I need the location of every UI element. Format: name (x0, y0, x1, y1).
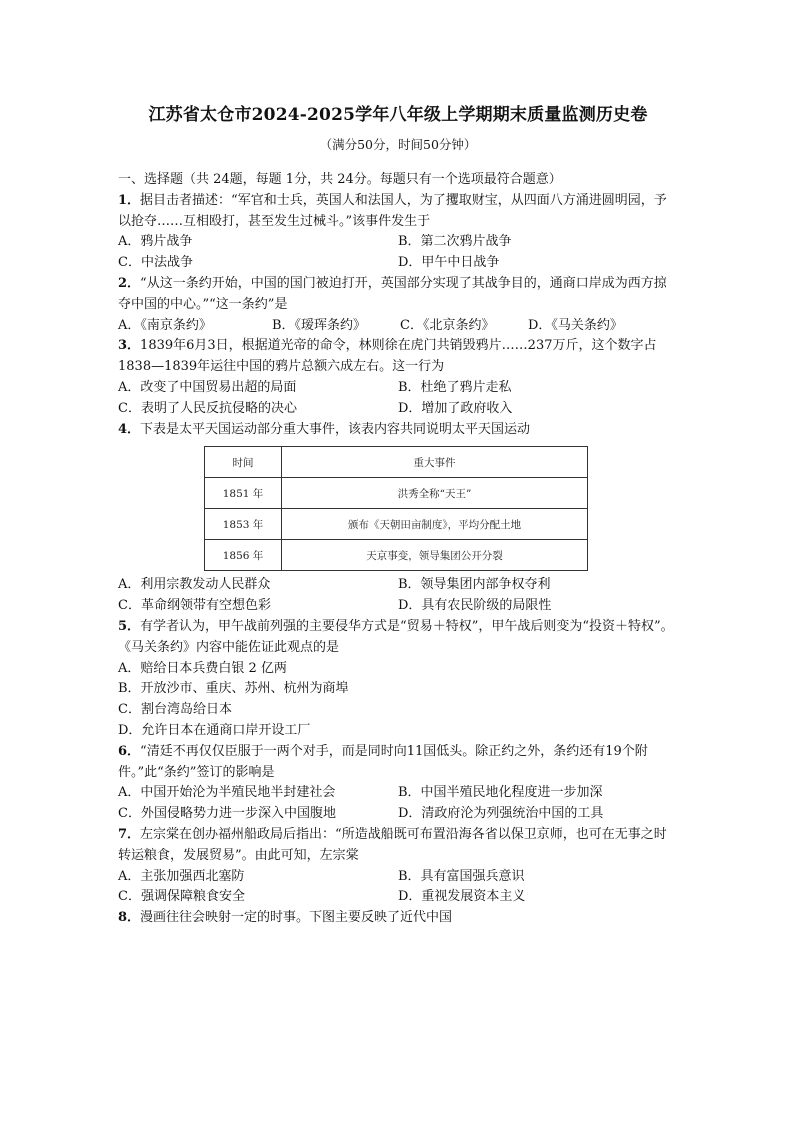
option-c: C．割台湾岛给日本 (118, 702, 232, 718)
question-6 (118, 742, 678, 825)
question-number: 7． (118, 826, 141, 842)
table-cell-event: 颁布《天朝田亩制度》，平均分配土地 (282, 509, 588, 540)
options (118, 378, 678, 420)
option-c: C．强调保障粮食安全 (118, 889, 245, 905)
question-text: “从这一条约开始，中国的国门被迫打开，英国部分实现了其战争目的，通商口岸成为西方掠夺中国的中心。”“这一条约”是 (118, 275, 667, 312)
options (118, 659, 678, 742)
question-stem (118, 420, 678, 441)
option-d: D．具有农民阶级的局限性 (398, 598, 552, 614)
option-d: D．《马关条约》 (528, 317, 623, 333)
question-text: 漫画往往会映射一定的时事。下图主要反映了近代中国 (140, 910, 453, 926)
question-stem (118, 908, 678, 929)
question-8 (118, 908, 678, 929)
option-b: B．开放沙市、重庆、苏州、杭州为商埠 (118, 681, 349, 697)
question-number: 4． (118, 421, 141, 437)
events-table-wrap (204, 446, 678, 571)
question-number: 6． (118, 743, 141, 759)
option-d: D．重视发展资本主义 (398, 889, 526, 905)
question-stem (118, 191, 678, 233)
option-a: A．主张加强西北塞防 (118, 868, 245, 884)
option-d: D．甲午中日战争 (398, 255, 500, 271)
question-stem (118, 274, 678, 316)
events-table (204, 446, 588, 571)
question-4 (118, 420, 678, 617)
section-heading: 一、选择题（共 24题，每题 1分，共 24分。每题只有一个选项最符合题意） (118, 172, 562, 187)
option-a: A．中国开始沦为半殖民地半封建社会 (118, 785, 336, 801)
option-c: C．表明了人民反抗侵略的决心 (118, 400, 297, 416)
options (118, 575, 678, 617)
question-number: 8． (118, 910, 141, 926)
question-text: 据目击者描述：“军官和士兵，英国人和法国人，为了攫取财宝，从四面八方涌进圆明园，予以抢夺……互相殴打，甚至发生过械斗。”该事件发生于 (118, 192, 667, 229)
option-d: D．允许日本在通商口岸开设工厂 (118, 722, 311, 738)
table-header-event: 重大事件 (282, 447, 588, 478)
option-d: D．清政府沦为列强统治中国的工具 (398, 806, 604, 822)
question-7 (118, 825, 678, 908)
exam-title: 江苏省太仓市2024-2025学年八年级上学期期末质量监测历史卷 (148, 105, 648, 125)
option-a: A．《南京条约》 (118, 317, 212, 333)
option-b: B．中国半殖民地化程度进一步加深 (398, 785, 603, 801)
question-stem (118, 825, 678, 867)
table-cell-year: 1856 年 (205, 540, 282, 571)
question-text: “清廷不再仅仅臣服于一两个对手，而是同时向11国低头。除正约之外，条约还有19个附件。”此“条约”签订的影响是 (118, 743, 648, 780)
options (118, 783, 678, 825)
table-header-row (205, 447, 588, 478)
question-number: 1． (118, 192, 141, 208)
question-3 (118, 336, 678, 419)
question-stem (118, 617, 678, 659)
option-c: C．中法战争 (118, 255, 193, 271)
table-header-time: 时间 (205, 447, 282, 478)
table-cell-year: 1851 年 (205, 478, 282, 509)
option-c: C．外国侵略势力进一步深入中国腹地 (118, 806, 336, 822)
question-text: 左宗棠在创办福州船政局后指出：“所造战船既可布置沿海各省以保卫京师，也可在无事之时转运粮食，发展贸易”。由此可知，左宗棠 (118, 826, 667, 863)
question-number: 2． (118, 275, 141, 291)
question-number: 3． (118, 338, 141, 354)
question-text: 下表是太平天国运动部分重大事件，该表内容共同说明太平天国运动 (140, 421, 531, 437)
exam-page (118, 102, 678, 929)
option-b: B．领导集团内部争权夺利 (398, 577, 551, 593)
question-5 (118, 617, 678, 742)
question-1 (118, 191, 678, 274)
option-b: B．具有富国强兵意识 (398, 868, 525, 884)
option-b: B．《瑷珲条约》 (272, 317, 367, 333)
option-c: C．《北京条约》 (400, 317, 495, 333)
options (118, 232, 678, 274)
option-a: A．鸦片战争 (118, 234, 193, 250)
table-cell-year: 1853 年 (205, 509, 282, 540)
table-cell-event: 洪秀全称“天王” (282, 478, 588, 509)
question-stem (118, 742, 678, 784)
options (118, 867, 678, 909)
options (118, 316, 678, 337)
option-a: A．改变了中国贸易出超的局面 (118, 379, 297, 395)
table-row (205, 478, 588, 509)
option-a: A．赔给日本兵费白银 2 亿两 (118, 660, 287, 676)
option-a: A．利用宗教发动人民群众 (118, 577, 271, 593)
question-stem (118, 336, 678, 378)
table-row (205, 540, 588, 571)
table-cell-event: 天京事变，领导集团公开分裂 (282, 540, 588, 571)
option-b: B．杜绝了鸦片走私 (398, 379, 512, 395)
exam-subtitle: （满分50分，时间50分钟） (319, 137, 477, 152)
option-c: C．革命纲领带有空想色彩 (118, 598, 271, 614)
question-2 (118, 274, 678, 336)
option-d: D．增加了政府收入 (398, 400, 513, 416)
question-number: 5． (118, 618, 141, 634)
table-row (205, 509, 588, 540)
question-text: 1839年6月3日，根据道光帝的命令，林则徐在虎门共销毁鸦片……237万斤，这个数字占1838—1839年运往中国的鸦片总额六成左右。这一行为 (118, 338, 657, 375)
option-b: B．第二次鸦片战争 (398, 234, 512, 250)
question-text: 有学者认为，甲午战前列强的主要侵华方式是“贸易＋特权”，甲午战后则变为“投资＋特权”。《马关条约》内容中能佐证此观点的是 (118, 618, 674, 655)
